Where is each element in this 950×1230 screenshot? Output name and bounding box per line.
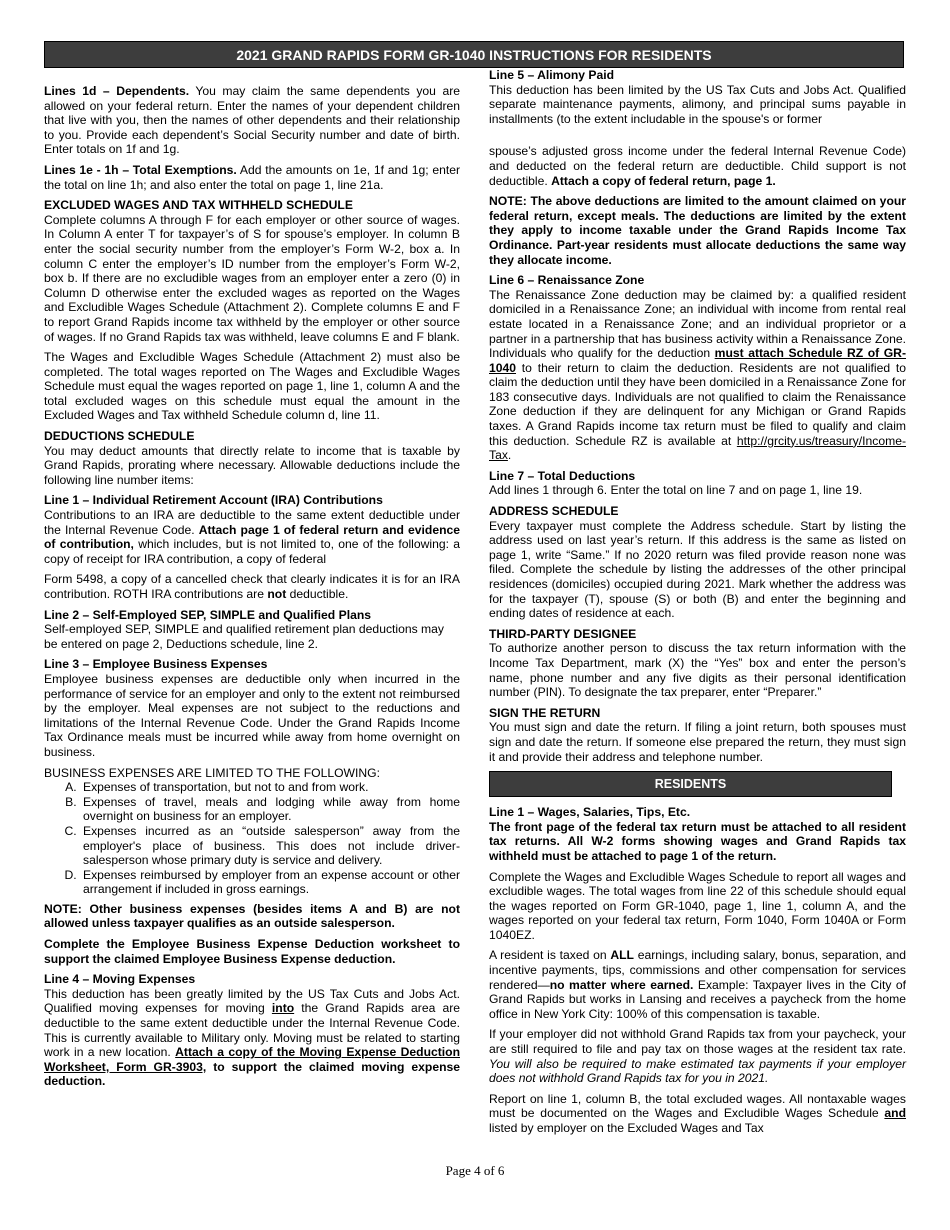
deductions-heading: DEDUCTIONS SCHEDULE xyxy=(44,429,195,444)
note-worksheet: Complete the Employee Business Expense Deduction worksheet to support the claimed Employee Business Expense deduction. xyxy=(44,937,460,966)
column-gap xyxy=(489,132,906,144)
line5-text-b xyxy=(489,144,906,188)
note-deductions-limited: NOTE: The above deductions are limited to the amount claimed on your federal return, except meals. The deductions are limited by the extent they apply to income taxable under the Grand Rapids Income Tax Ordinance. Part-year residents must allocate deductions the same way they allocate income. xyxy=(489,194,906,267)
line1-text-e: not xyxy=(267,587,287,601)
address-schedule-text: Every taxpayer must complete the Address schedule. Start by listing the address used on last year’s return. If this address is the same as listed on page 1, write “Same.” If no 2020 return was filed provide reason none was filed. Complete the schedule by listing the addresses of the other principal residences (domiciles) occupied during 2021. Mark whether the address was for the taxpayer (T), spouse (S) or both (B) and enter the beginning and ending dates of residence at each. xyxy=(489,518,906,621)
line3-heading: Line 3 – Employee Business Expenses xyxy=(44,657,268,672)
wages-line1-text: Complete the Wages and Excludible Wages Schedule to report all wages and excludible wages. The total wages from line 22 of this schedule should equal the wages reported on Form GR-1040, page 1, line 1, column A, and the wages reported on your federal tax return, Form 1040, Form 1040A or Form 1040EZ. xyxy=(489,869,906,942)
line4-text-a: This deduction has been greatly limited by the US Tax Cuts and Jobs Act. Qualified moving expenses for moving xyxy=(44,986,460,1016)
list-item: B. Expenses of travel, meals and lodging while away from home overnight on business for an employer. xyxy=(80,795,460,824)
wages-schedule-text: The Wages and Excludible Wages Schedule (Attachment 2) must also be completed. The total wages reported on The Wages and Excludible Wages Schedule must equal the wages reported on page 1, line 1, column A and the total excluded wages on this schedule must equal the amount in the Excluded Wages and Tax withheld Schedule column d, line 11. xyxy=(44,350,460,423)
resident-e: Example: Taxpayer lives in the City of Grand Rapids but works in Lansing and receives a paycheck from the home office in New York City: 100% of this compensation is taxable. xyxy=(489,977,906,1021)
dependents-paragraph xyxy=(44,84,460,157)
page-title-banner xyxy=(44,41,904,68)
business-expenses-heading: BUSINESS EXPENSES ARE LIMITED TO THE FOLLOWING: xyxy=(44,765,380,780)
resident-b: ALL xyxy=(610,948,634,963)
line4-text-e: to support the claimed moving expense deduction. xyxy=(44,1059,460,1089)
left-column xyxy=(44,70,460,1095)
list-item: C. Expenses incurred as an “outside salesperson” away from the employer's place of business. This does not include driver-salesperson whose primary duty is service and delivery. xyxy=(80,824,460,868)
wages-line1-bold: The front page of the federal tax return must be attached to all resident tax returns. All W-2 forms showing wages and Grand Rapids tax withheld must be attached to page 1 of the return. xyxy=(489,819,906,863)
employer-b: You will also be required to make estimated tax payments if your employer does not withhold Grand Rapids tax for you in 2021. xyxy=(489,1056,906,1086)
line7-heading: Line 7 – Total Deductions xyxy=(489,468,636,483)
dependents-text: You may claim the same dependents you are allowed on your federal return. Enter the names of your dependent children that live with you, then the names of other dependents and their relationship to you. Provide each dependent’s Social Security number and date of birth. Enter totals on 1f and 1g. xyxy=(44,84,460,157)
line4-text-d: Attach a copy of the Moving Expense Deduction Worksheet, Form GR-3903, xyxy=(44,1045,460,1074)
resident-d: no matter where earned. xyxy=(549,977,694,992)
sign-return-text: You must sign and date the return. If filing a joint return, both spouses must sign and date the return. If someone else prepared the return, they must sign it and provide their address and telephone number. xyxy=(489,720,906,764)
line5-text-a: This deduction has been limited by the US Tax Cuts and Jobs Act. Qualified separate maintenance payments, alimony, and principal sums payable in installments (to the extent includable in the spouse's or former xyxy=(489,82,906,126)
report-c: listed by employer on the Excluded Wages and Tax xyxy=(489,1121,764,1135)
line5-text-c: Attach a copy of federal return, page 1. xyxy=(551,173,776,188)
page-number: Page 4 of 6 xyxy=(445,1163,505,1178)
line1-text xyxy=(44,508,460,566)
third-party-text: To authorize another person to discuss the tax return information with the Income Tax Department, mark (X) the “Yes” box and enter the person’s name, phone number and any five digits as their personal identification number (PIN). To designate the tax preparer, enter “Preparer.” xyxy=(489,641,906,700)
line6-text-d: . xyxy=(507,448,512,463)
line5-heading: Line 5 – Alimony Paid xyxy=(489,68,615,82)
line3-text: Employee business expenses are deductible only when incurred in the performance of service for an employer and only to the extent not reimbursed by the employer. Meal expenses are not subject to the reductions and limitations of the Internal Revenue Code. Under the Grand Rapids Income Tax Ordinance meals must be incurred while away from home overnight on business. xyxy=(44,671,460,759)
wages-line1-heading: Line 1 – Wages, Salaries, Tips, Etc. xyxy=(489,805,691,820)
page-title: 2021 GRAND RAPIDS FORM GR-1040 INSTRUCTIONS FOR RESIDENTS xyxy=(236,47,712,63)
line4-text-c: the Grand Rapids area are deductible to the same extent deductible under the Internal Revenue Code. This is currently available to Military only. Moving must be related to starting work in a new location. xyxy=(44,1001,460,1060)
report-excluded-text xyxy=(489,1092,906,1136)
report-b: and xyxy=(884,1106,906,1121)
business-expenses-list xyxy=(44,780,460,897)
line7-text: Add lines 1 through 6. Enter the total on line 7 and on page 1, line 19. xyxy=(489,483,863,498)
line1-text-a: Contributions to an IRA are deductible to the same extent deductible under the Internal Revenue Code. xyxy=(44,508,460,537)
line4-heading: Line 4 – Moving Expenses xyxy=(44,972,196,987)
line6-text-a: The Renaissance Zone deduction may be claimed by: a qualified resident domiciled in a Renaissance Zone; an individual with income from rental real estate located in a Renaissance Zone; and an individual proprietor or a partner in a partnership that has business activity within a Renaissance Zone. Individuals who qualify for the deduction xyxy=(489,287,906,361)
exemptions-paragraph xyxy=(44,163,460,192)
sign-return-heading: SIGN THE RETURN xyxy=(489,705,601,720)
list-item: D. Expenses reimbursed by employer from an expense account or other arrangement if included in gross earnings. xyxy=(80,868,460,897)
deductions-text: You may deduct amounts that directly relate to income that is taxable by Grand Rapids, prorating where necessary. Allowable deductions include the following line number items: xyxy=(44,443,460,487)
residents-section-banner xyxy=(489,771,892,797)
line6-text-b: must attach Schedule RZ of GR-1040 xyxy=(489,346,906,375)
employer-a: If your employer did not withhold Grand Rapids tax from your paycheck, your are still required to file and pay tax on those wages at the resident tax rate. xyxy=(489,1027,906,1057)
schedule-rz-link[interactable]: http://grcity.us/treasury/Income-Tax xyxy=(489,433,906,463)
report-a: Report on line 1, column B, the total excluded wages. All nontaxable wages must be documented on the Wages and Excludible Wages Schedule xyxy=(489,1091,906,1121)
list-item: A. Expenses of transportation, but not to and from work. xyxy=(80,780,460,795)
address-schedule-heading: ADDRESS SCHEDULE xyxy=(489,504,619,519)
line2-text: Self-employed SEP, SIMPLE and qualified retirement plan deductions may be entered on page 2, Deductions schedule, line 2. xyxy=(44,622,444,651)
line2-heading: Line 2 – Self-Employed SEP, SIMPLE and Qualified Plans xyxy=(44,607,371,622)
right-column xyxy=(489,68,906,1142)
line1-text-c: which includes, but is not limited to, one of the following: a copy of receipt for IRA contribution, a copy of federal xyxy=(44,537,460,566)
exemptions-text: Add the amounts on 1e, 1f and 1g; enter the total on line 1h; and also enter the total on page 1, line 21a. xyxy=(44,162,461,192)
line6-text xyxy=(489,288,906,463)
line4-text xyxy=(44,987,460,1089)
line4-text-b: into xyxy=(271,1001,295,1016)
line1-heading: Line 1 – Individual Retirement Account (IRA) Contributions xyxy=(44,493,383,508)
third-party-heading: THIRD-PARTY DESIGNEE xyxy=(489,626,637,641)
excluded-wages-text: Complete columns A through F for each employer or other source of wages. In Column A enter T for taxpayer’s of S for spouse’s employer. In column B enter the social security number from the employer’s Form W-2, box a. In column C enter the employer’s ID number from the employer’s Form W-2, box b. If there are no excludible wages from an employer enter a zero (0) in Column D otherwise enter the excluded wages as reported on the Wages and Excludible Wages Schedule (Attachment 2). Complete columns E and F to report Grand Rapids income tax withheld by the employer or other source of wages. If no Grand Rapids tax was withheld, leave columns E and F blank. xyxy=(44,212,460,344)
excluded-wages-heading: EXCLUDED WAGES AND TAX WITHHELD SCHEDULE xyxy=(44,198,353,213)
line1-text-2 xyxy=(44,572,460,601)
note-business-expenses: NOTE: Other business expenses (besides items A and B) are not allowed unless taxpayer qualifies as an outside salesperson. xyxy=(44,901,460,931)
employer-withhold-text xyxy=(489,1027,906,1085)
resident-taxed-text xyxy=(489,948,906,1021)
resident-c: earnings, including salary, bonus, separation, and incentive payments, tips, commissions and other compensation for services rendered— xyxy=(489,948,906,992)
line6-heading: Line 6 – Renaissance Zone xyxy=(489,273,645,288)
residents-title: RESIDENTS xyxy=(654,777,727,792)
resident-a: A resident is taxed on xyxy=(489,948,611,963)
exemptions-heading: Lines 1e - 1h – Total Exemptions. xyxy=(44,162,237,177)
line1-text-b: Attach page 1 of federal return and evidence of contribution, xyxy=(44,522,460,552)
line5-text-b-span: spouse’s adjusted gross income under the federal Internal Revenue Code) and deducted on the federal return are deductible. Child support is not deductible. xyxy=(489,144,906,188)
line1-text-d: Form 5498, a copy of a cancelled check that clearly indicates it is for an IRA contribution. ROTH IRA contributions are xyxy=(44,572,460,601)
dependents-heading: Lines 1d – Dependents. xyxy=(44,84,190,98)
line1-text-f: deductible. xyxy=(286,587,349,601)
line6-text-c: to their return to claim the deduction. Residents are not qualified to claim the deduction until they have been domiciled in a Renaissance Zone for 183 consecutive days. Individuals are not qualified to claim the Renaissance Zone deduction if they are delinquent for any Michigan or Grand Rapids taxes. A Grand Rapids income tax return must be filed to qualify and claim this deduction. Schedule RZ is available at xyxy=(489,360,906,448)
